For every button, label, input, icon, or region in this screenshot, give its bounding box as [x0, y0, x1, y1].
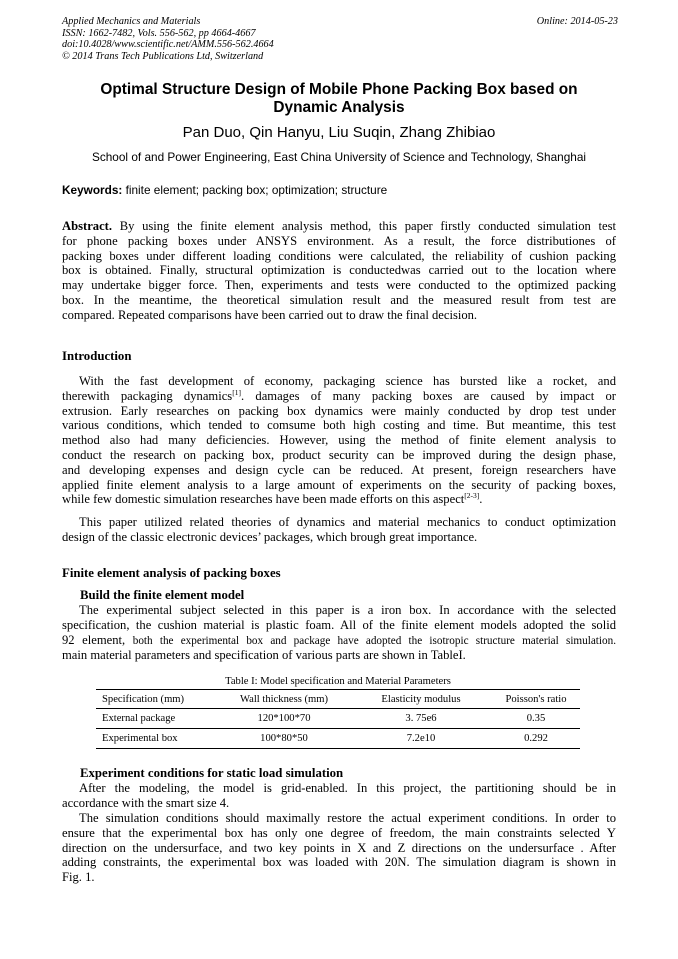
table-header-cell: Specification (mm) — [96, 690, 218, 709]
intro-line-part: therewith packaging dynamics — [62, 388, 233, 403]
table-row — [96, 729, 580, 749]
static-line: direction on the undersurface, and two key points in X and Z directions on the undersurface . After — [62, 840, 616, 855]
fea-heading: Finite element analysis of packing boxes — [62, 566, 281, 580]
title-line-1: Optimal Structure Design of Mobile Phone Packing Box based on — [100, 81, 578, 98]
intro-line: design of the classic electronic devices’ packages, which brough great importance. — [62, 529, 478, 544]
citation-2-3: [2-3] — [464, 491, 480, 501]
keywords — [62, 183, 618, 197]
table-row — [96, 709, 580, 729]
fea-line: main material parameters and specification of various parts are shown in TableI. — [62, 648, 466, 663]
journal-name: Applied Mechanics and Materials — [62, 16, 201, 27]
keywords-label: Keywords: — [62, 183, 123, 197]
parameters-table — [96, 689, 580, 749]
table-cell: 100*80*50 — [218, 729, 350, 749]
fea-line: specification, the cushion material is plastic foam. All of the finite element models adopted the solid — [62, 617, 616, 632]
table-cell: 120*100*70 — [257, 713, 311, 724]
fea-line-part: 92 element, — [62, 632, 133, 647]
intro-line-part: while few domestic simulation researches have been made efforts on this aspect — [62, 492, 465, 507]
intro-line-part: . — [479, 492, 483, 507]
online-date: Online: 2014-05-23 — [536, 16, 618, 27]
abstract-label: Abstract. — [62, 219, 113, 233]
table-cell: 0.292 — [492, 729, 580, 749]
journal-header — [62, 16, 618, 62]
introduction-heading: Introduction — [62, 349, 132, 363]
static-paragraph-2 — [62, 811, 616, 885]
introduction-paragraph-2 — [62, 515, 616, 545]
intro-line-part: . damages of many packing boxes are caused by impact or — [240, 388, 616, 403]
table-header-row — [96, 690, 580, 709]
table-cell: Experimental box — [96, 729, 218, 749]
introduction-paragraph-1 — [62, 374, 616, 507]
table-caption: Table I: Model specification and Material Parameters — [225, 676, 451, 687]
paper-title — [62, 81, 616, 117]
journal-copyright: © 2014 Trans Tech Publications Ltd, Switzerland — [62, 50, 264, 62]
affiliation: School of and Power Engineering, East China University of Science and Technology, Shanghai — [91, 150, 587, 164]
abstract-line: box. In the meantime, the theoretical simulation result and the measured result from test are — [62, 292, 616, 307]
table-header-cell: Poisson's ratio — [492, 690, 580, 709]
abstract-line: compared. Repeated comparisons have been carried out to draw the final decision. — [62, 307, 478, 322]
abstract-line: By using the finite element analysis method, this paper firstly conducted simulation test — [119, 219, 616, 233]
static-line: The simulation conditions should maximally restore the actual experiment conditions. In order to — [79, 811, 616, 825]
abstract-line: may undertake bigger force. Then, experiments and tests were conducted to the optimized packing — [62, 278, 616, 293]
table-cell: External package — [102, 713, 176, 724]
static-line: adding constraints, the experimental box was loaded with 20N. The simulation diagram is shown in — [62, 855, 616, 870]
intro-line: conduct the research on packing box, product security can be improved during the design phase, — [62, 447, 616, 462]
citation-1: [1] — [232, 387, 241, 397]
fea-subheading: Build the finite element model — [80, 588, 245, 602]
fea-line: The experimental subject selected in this paper is a iron box. In accordance with the selected — [79, 603, 616, 617]
abstract — [62, 219, 616, 323]
fea-line-part: both the experimental box and package have adopted the isotropic structure material simulation. — [132, 634, 616, 647]
table-cell: 7.2e10 — [350, 729, 492, 749]
intro-line: applied finite element analysis to a large amount of experiments on the security of packing boxes, — [62, 477, 616, 492]
intro-line: This paper utilized related theories of dynamics and material mechanics to conduct optimization — [79, 515, 616, 529]
authors: Pan Duo, Qin Hanyu, Liu Suqin, Zhang Zhibiao — [182, 124, 496, 141]
intro-line: extrusion. Early researches on packing box dynamics were mainly conducted by drop test under — [62, 403, 616, 418]
static-paragraph-1 — [62, 781, 616, 811]
journal-doi: doi:10.4028/www.scientific.net/AMM.556-562.4664 — [62, 39, 274, 50]
abstract-line: for phone packing boxes under ANSYS environment. As a result, the force distributiones of — [62, 233, 616, 248]
table-cell: 3. 75e6 — [405, 713, 437, 724]
intro-line: various conditions, which tended to comsume both high costing and time. But meantime, this test — [62, 418, 616, 433]
title-line-2: Dynamic Analysis — [273, 99, 405, 116]
table-header-cell: Wall thickness (mm) — [218, 690, 350, 709]
fea-paragraph — [62, 603, 616, 663]
intro-line: and developing expenses and design cycle can be reduced. At present, foreign researchers have — [62, 462, 616, 477]
static-line: accordance with the smart size 4. — [62, 795, 230, 810]
keywords-text: finite element; packing box; optimization; structure — [125, 183, 388, 197]
intro-line: With the fast development of economy, packaging science has bursted like a rocket, and — [79, 374, 616, 388]
static-line: After the modeling, the model is grid-enabled. In this project, the partitioning should be in — [79, 781, 616, 795]
static-line: ensure that the experimental box has only one degree of freedom, the main constraints selected Y — [62, 825, 616, 840]
static-line: Fig. 1. — [62, 870, 95, 885]
intro-line: method also had many deficiencies. However, using the method of finite element analysis to — [62, 433, 616, 448]
journal-issn: ISSN: 1662-7482, Vols. 556-562, pp 4664-4667 — [62, 27, 256, 39]
abstract-line: packing boxes under different loading conditions were calculated, the reliability of cushion packing — [62, 248, 616, 263]
abstract-line: box is obtained. Finally, structural optimization is conductedwas carried out to the location where — [62, 263, 616, 278]
static-load-heading: Experiment conditions for static load simulation — [80, 766, 344, 780]
table-header-cell: Elasticity modulus — [350, 690, 492, 709]
table-cell: 0.35 — [526, 713, 546, 724]
